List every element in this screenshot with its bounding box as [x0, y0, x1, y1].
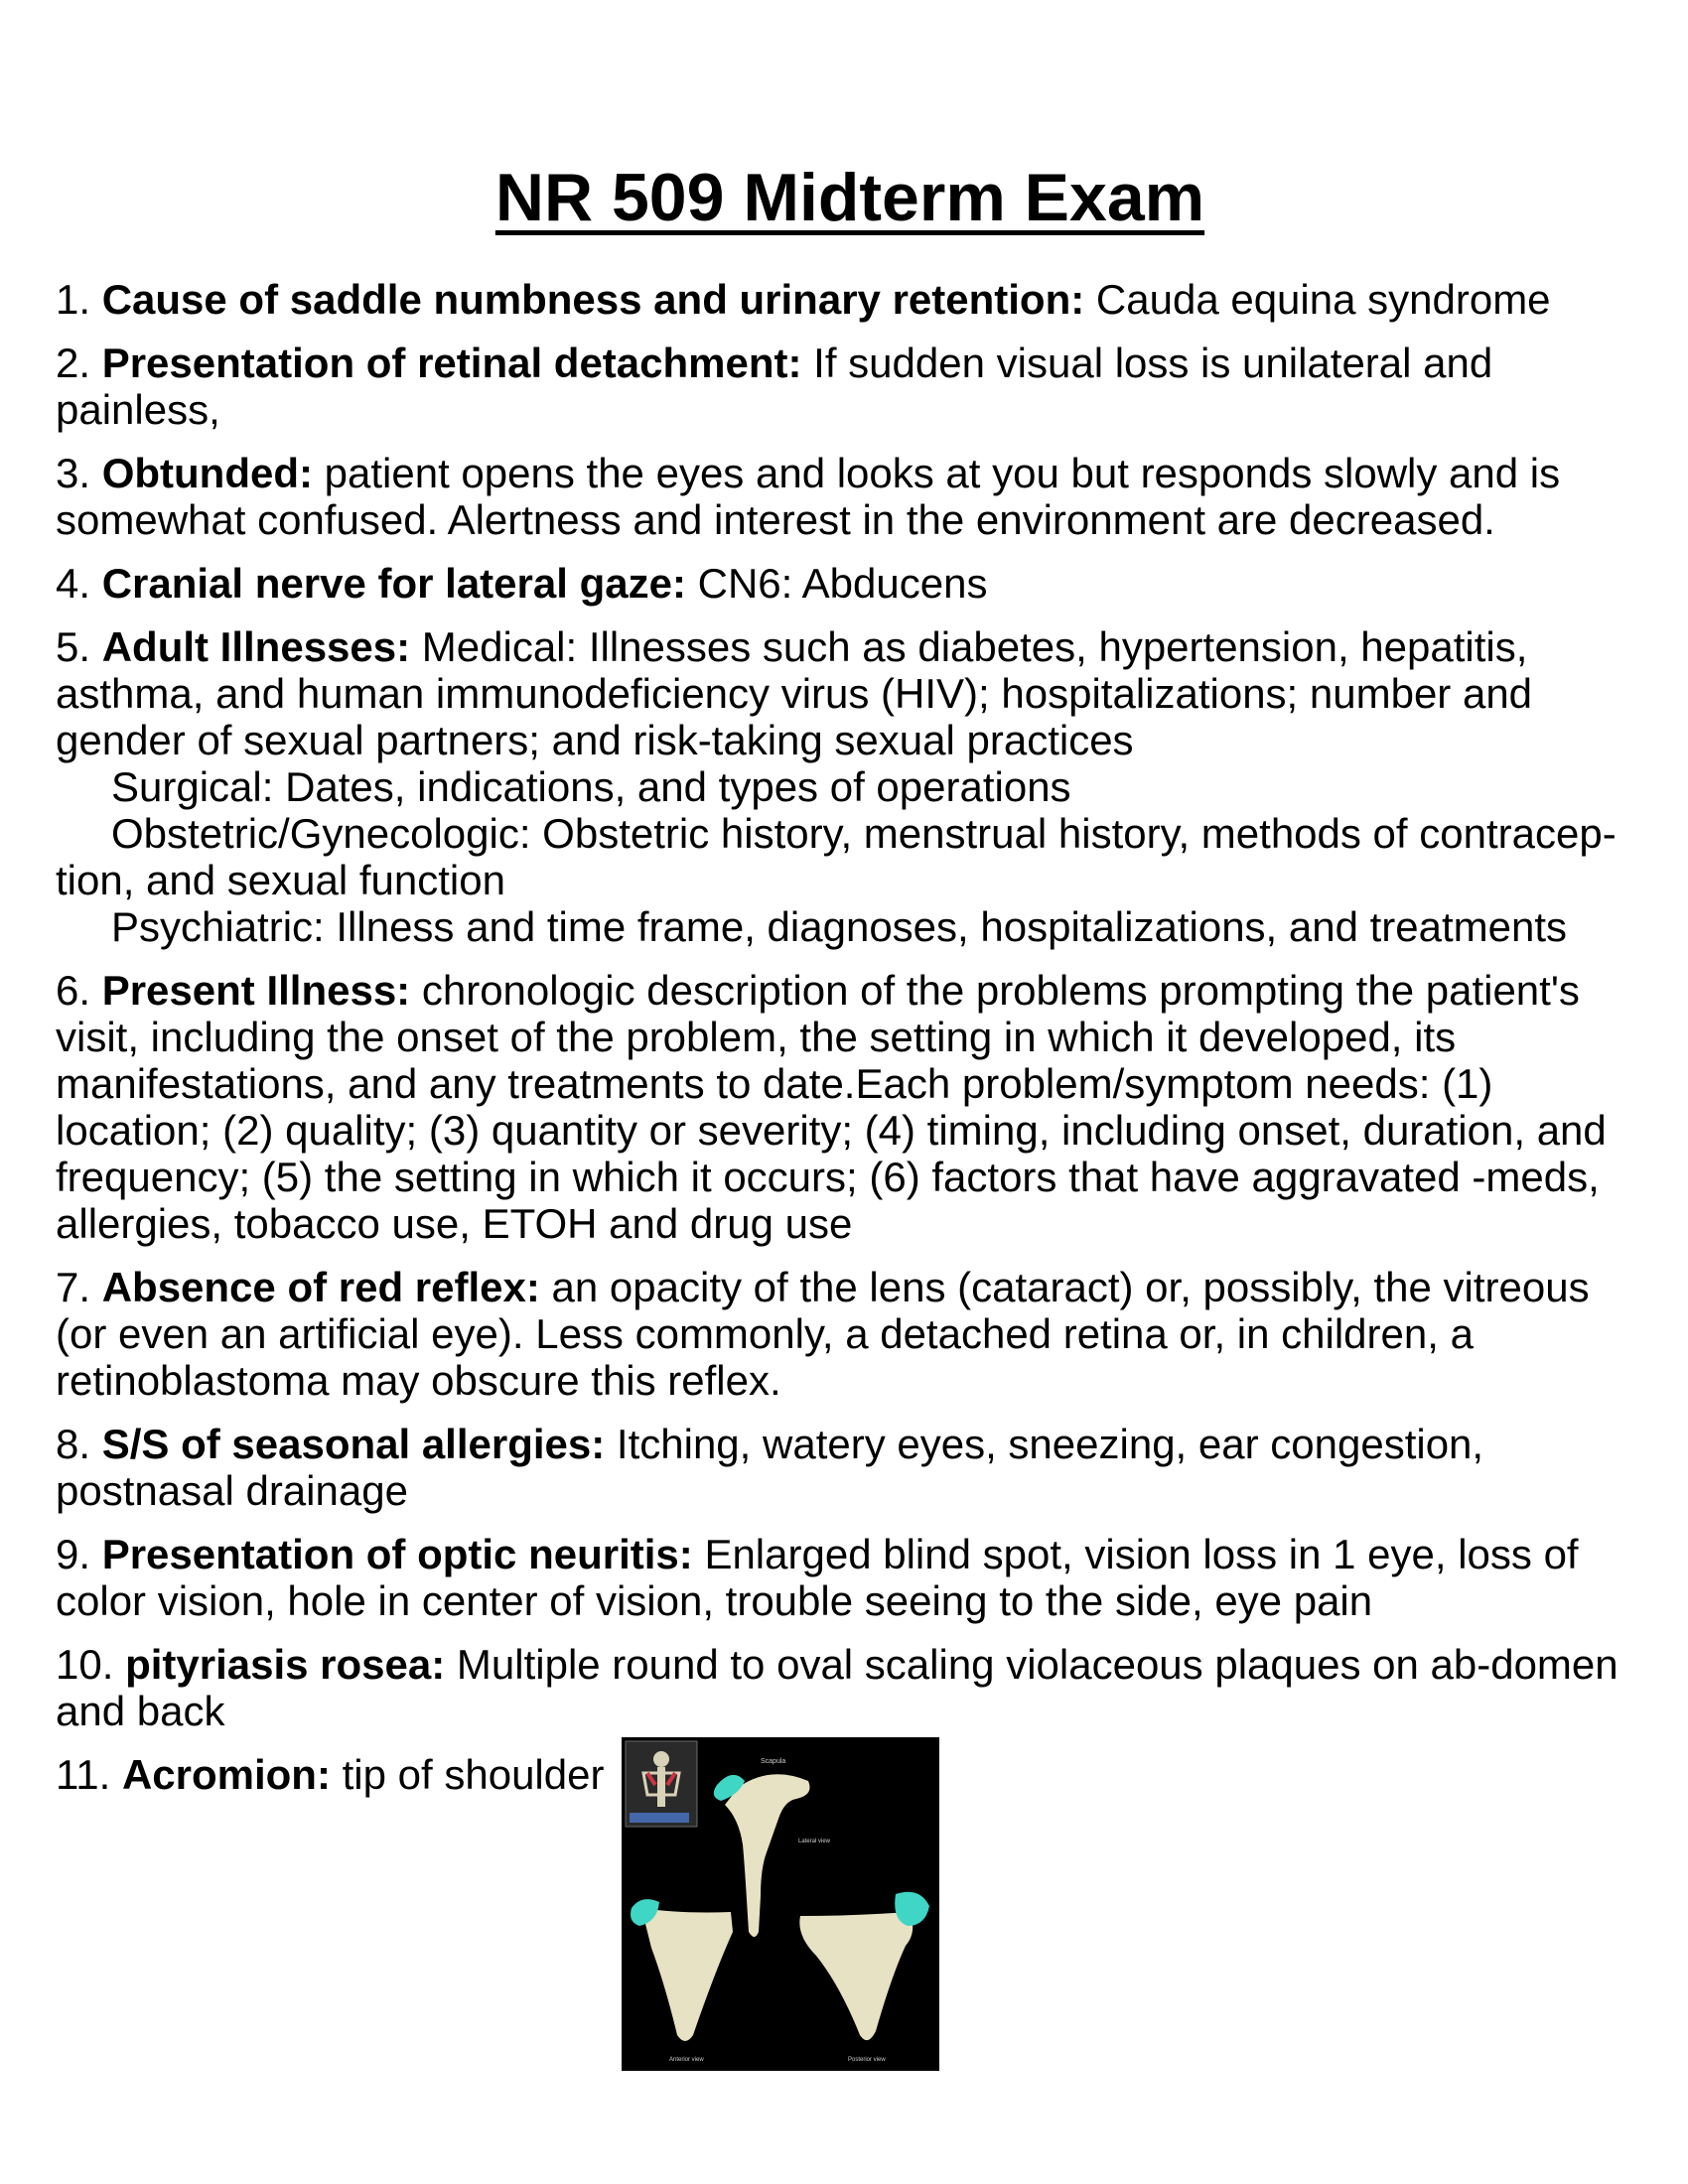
question-number: 8.	[56, 1421, 91, 1467]
scapula-illustration	[622, 1737, 939, 2071]
question-1	[56, 276, 1644, 323]
question-5	[56, 623, 1644, 950]
question-answer: CN6: Abducens	[697, 560, 988, 607]
question-term: Cause of saddle numbness and urinary retention:	[101, 276, 1085, 323]
question-11	[56, 1751, 1644, 2071]
sub-item-obgyn: Obstetric/Gynecologic: Obstetric history, menstrual history, methods of contracep-tion, and sexual function	[56, 810, 1617, 903]
question-answer: patient opens the eyes and looks at you but responds slowly and is somewhat confused. Alertness and interest in the environment are decreased.	[56, 450, 1561, 543]
question-number: 9.	[56, 1531, 91, 1577]
question-term: Presentation of optic neuritis:	[101, 1531, 693, 1577]
question-2	[56, 340, 1644, 433]
question-answer: tip of shoulder	[342, 1751, 605, 1798]
question-4	[56, 560, 1644, 607]
question-number: 1.	[56, 276, 91, 323]
question-number: 4.	[56, 560, 91, 607]
label-anterior: Anterior view	[669, 2057, 705, 2063]
question-term: Presentation of retinal detachment:	[101, 340, 802, 386]
question-6	[56, 967, 1644, 1247]
question-answer: an opacity of the lens (cataract) or, possibly, the vitreous (or even an artificial eye). Less commonly, a detached retina or, in children, a retinoblastoma may obscure this reflex.	[56, 1264, 1590, 1404]
question-number: 11.	[56, 1751, 111, 1798]
question-number: 7.	[56, 1264, 91, 1310]
label-posterior: Posterior view	[848, 2057, 887, 2063]
question-answer: Enlarged blind spot, vision loss in 1 eye, loss of color vision, hole in center of vision, trouble seeing to the side, eye pain	[56, 1531, 1579, 1624]
question-number: 5.	[56, 623, 91, 670]
question-8	[56, 1421, 1644, 1514]
page-title: NR 509 Midterm Exam	[494, 160, 1205, 235]
question-answer: Multiple round to oval scaling violaceous plaques on ab-domen and back	[56, 1641, 1618, 1734]
question-term: Acromion:	[121, 1751, 331, 1798]
scapula-image	[622, 1737, 939, 2071]
question-number: 6.	[56, 967, 91, 1014]
question-3	[56, 450, 1644, 543]
question-answer: Cauda equina syndrome	[1095, 276, 1551, 323]
question-answer: If sudden visual loss is unilateral and painless,	[56, 340, 1493, 433]
question-term: pityriasis rosea:	[125, 1641, 446, 1688]
question-10	[56, 1641, 1644, 1734]
question-term: Obtunded:	[101, 450, 313, 496]
question-term: S/S of seasonal allergies:	[101, 1421, 606, 1467]
question-11-text	[56, 1751, 604, 1798]
question-term: Absence of red reflex:	[101, 1264, 540, 1310]
sub-item-surgical: Surgical: Dates, indications, and types of operations	[111, 763, 1071, 810]
skeleton-thumbnail	[626, 1741, 697, 1827]
question-9	[56, 1531, 1644, 1624]
document-page	[56, 159, 1644, 2088]
question-answer: Itching, watery eyes, sneezing, ear congestion, postnasal drainage	[56, 1421, 1484, 1514]
question-number: 3.	[56, 450, 91, 496]
question-number: 2.	[56, 340, 91, 386]
question-answer: chronologic description of the problems prompting the patient's visit, including the onset of the problem, the setting in which it developed, its manifestations, and any treatments to date.Each problem/symptom needs: (1) location; (2) quality; (3) quantity or severity; (4) timing, including onset, duration, and frequency; (5) the setting in which it occurs; (6) factors that have aggravated -meds, allergies, tobacco use, ETOH and drug use	[56, 967, 1607, 1247]
question-term: Adult Illnesses:	[101, 623, 411, 670]
label-lateral: Lateral view	[798, 1839, 831, 1844]
question-7	[56, 1264, 1644, 1404]
sub-item-psychiatric: Psychiatric: Illness and time frame, diagnoses, hospitalizations, and treatments	[111, 903, 1568, 950]
question-term: Cranial nerve for lateral gaze:	[101, 560, 686, 607]
question-number: 10.	[56, 1641, 114, 1688]
question-term: Present Illness:	[101, 967, 411, 1014]
label-scapula: Scapula	[761, 1758, 786, 1765]
question-answer: Medical: Illnesses such as diabetes, hypertension, hepatitis, asthma, and human immunodeficiency virus (HIV); hospitalizations; number and gender of sexual partners; and risk-taking sexual practices	[56, 623, 1533, 763]
